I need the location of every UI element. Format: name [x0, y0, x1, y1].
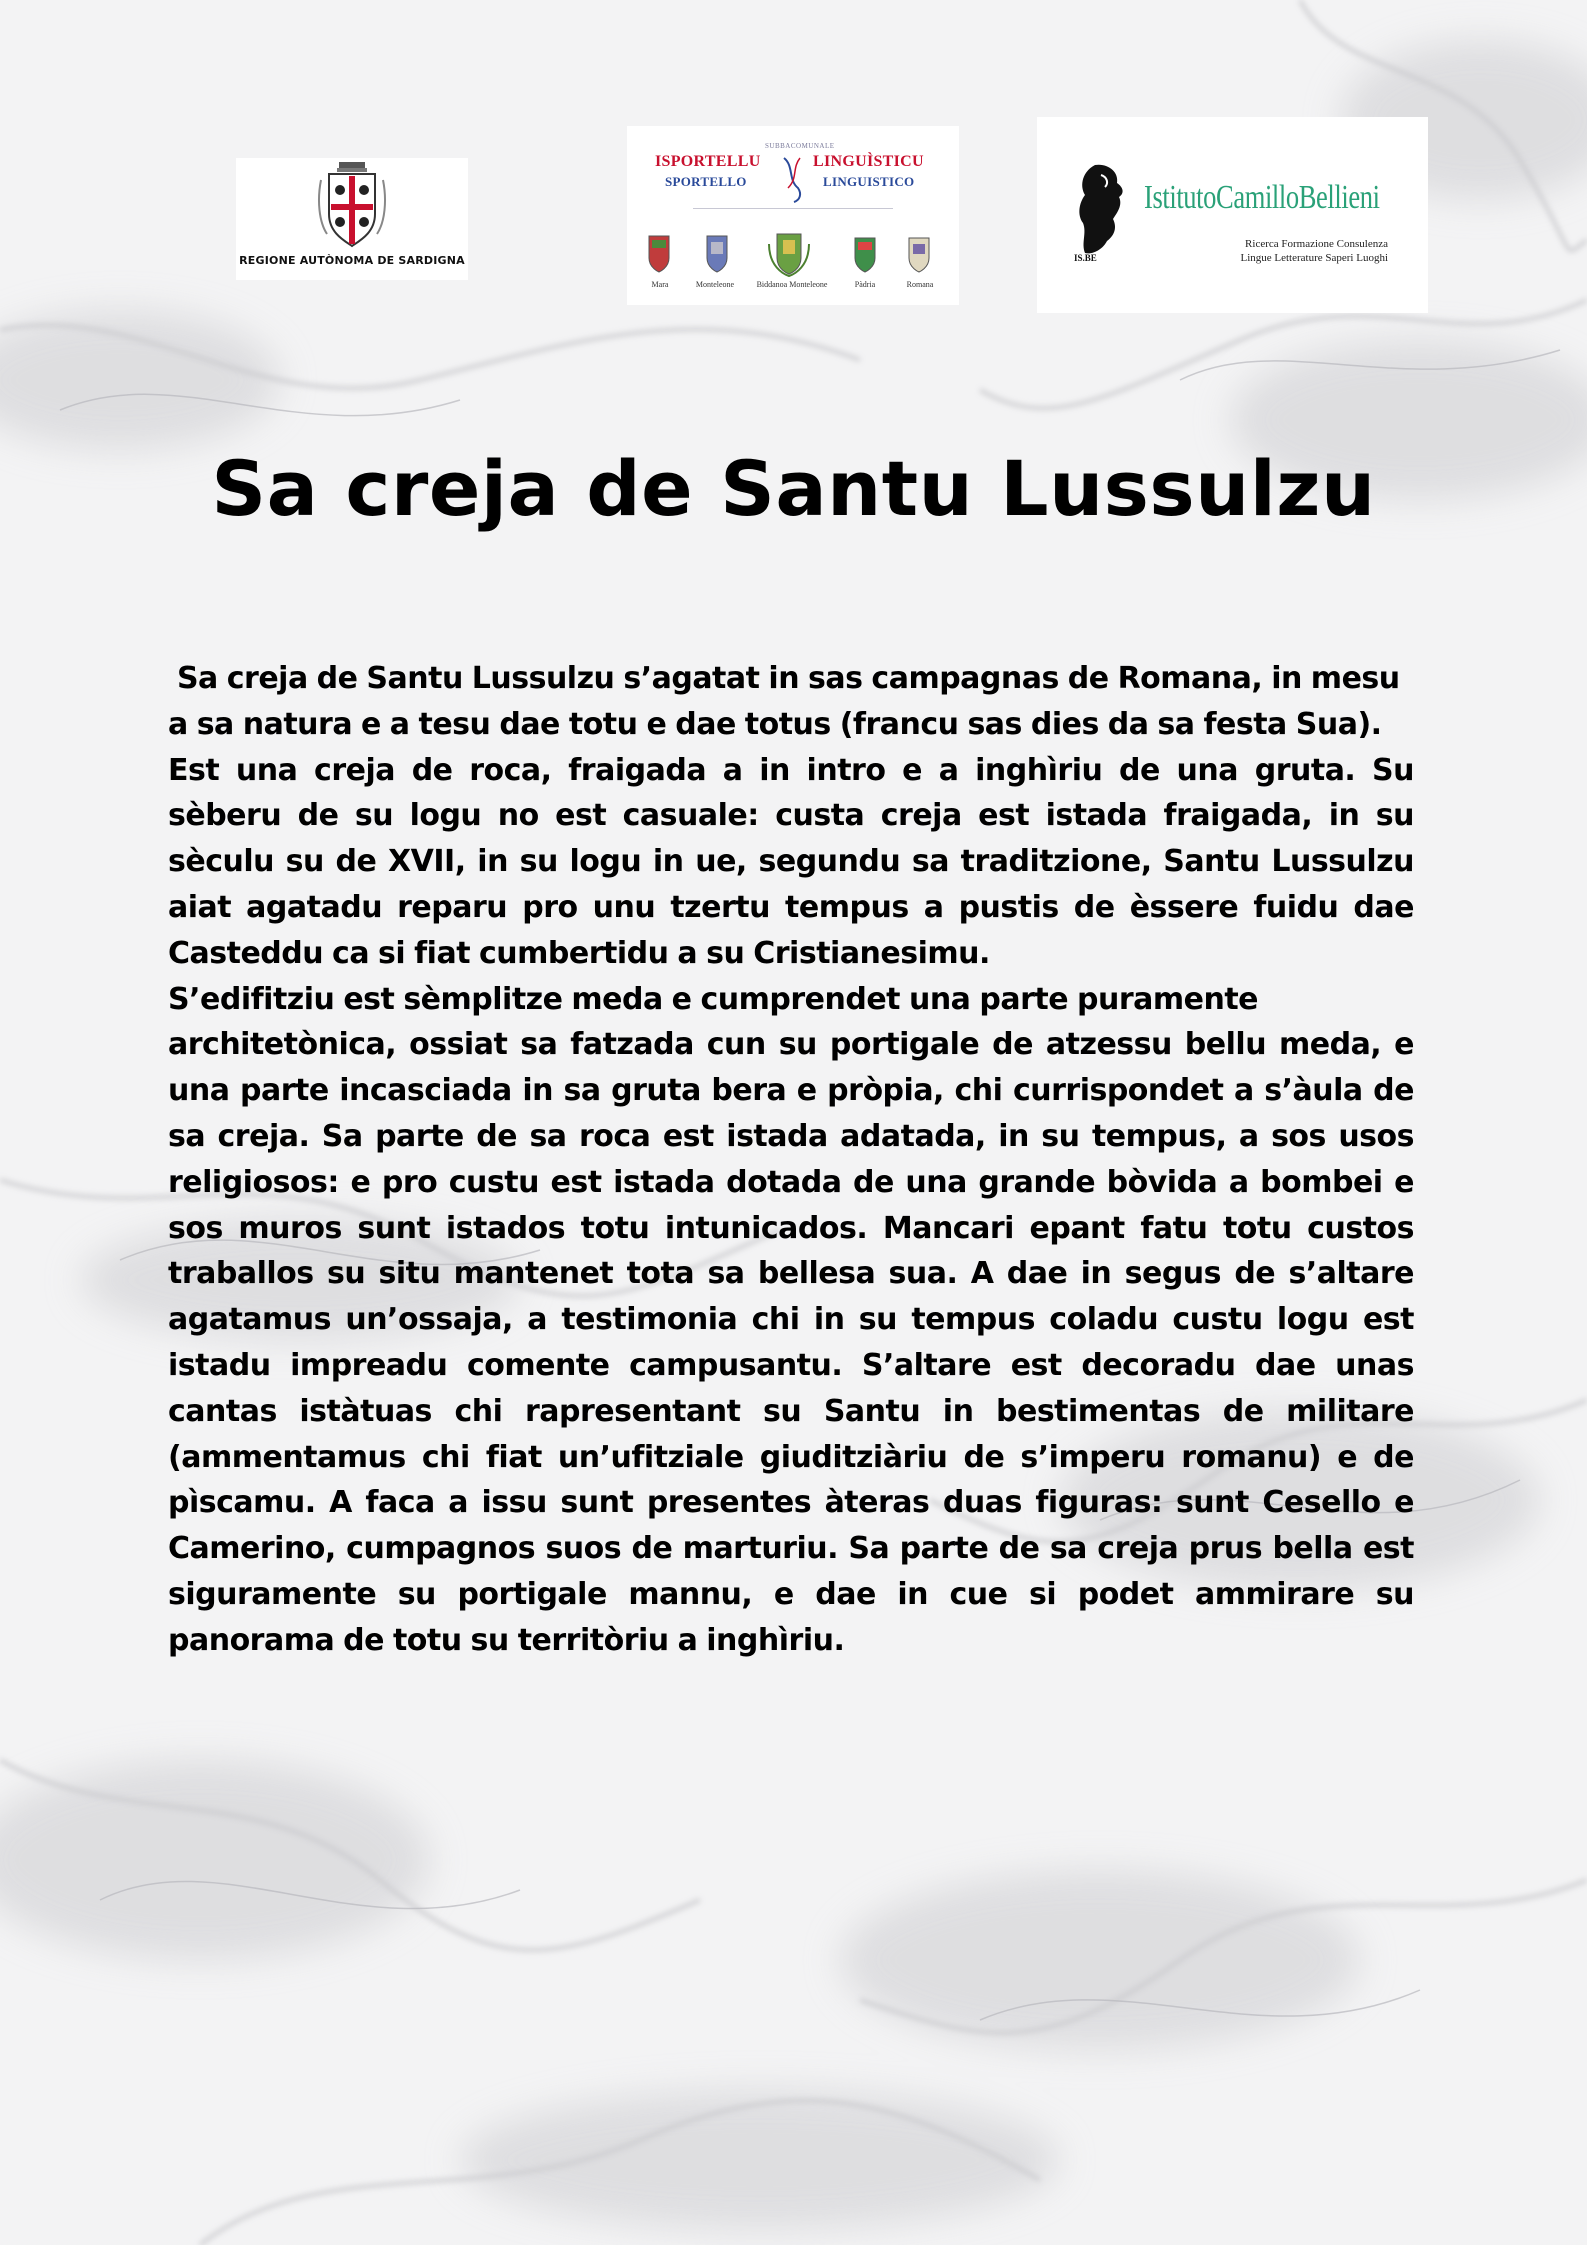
town-label-monteleone: Monteleone	[695, 280, 735, 289]
sardinia-coat-of-arms-icon	[317, 160, 387, 252]
sportello-top-label: SUBBACOMUNALE	[765, 142, 835, 150]
sportello-line2-right: LINGUISTICO	[823, 174, 915, 189]
town-label-biddanoa-monteleone: Biddanoa Monteleone	[756, 280, 828, 289]
body-line-a2: a sa natura e a tesu dae totu e dae totus (francu sas dies da sa festa Sua).	[168, 706, 1382, 742]
body-line-c1: S’edifitziu est sèmplitze meda e cumprendet una parte puramente	[168, 981, 1259, 1017]
town-crests-icon	[643, 230, 943, 278]
town-label-mara: Mara	[651, 280, 669, 289]
isbe-tagline-1: Ricerca Formazione Consulenza	[1245, 238, 1388, 250]
regione-sardigna-logo	[236, 158, 468, 280]
sportello-line1-left: ISPORTELLU	[655, 153, 761, 170]
sportello-emblem-icon	[780, 154, 806, 204]
sardinia-profile-icon	[1073, 161, 1135, 261]
sportello-linguistico-logo	[627, 126, 959, 305]
regione-caption: REGIONE AUTÒNOMA DE SARDIGNA	[239, 254, 465, 267]
istituto-camillo-bellieni-logo	[1037, 117, 1428, 313]
sportello-line2-left: SPORTELLO	[665, 174, 747, 189]
page-title: Sa creja de Santu Lussulzu	[211, 444, 1376, 533]
town-label-padria: Pàdria	[854, 280, 876, 289]
isbe-tagline-2: Lingue Letterature Saperi Luoghi	[1240, 252, 1388, 264]
body-paragraph-d: architetònica, ossiat sa fatzada cun su portigale de atzessu bellu meda, e una parte incasciada in sa gruta bera e pròpia, chi currispondet a s’àula de sa creja. Sa parte de sa roca est istada adatada, in su tempus, a sos usos religiosos: e pro custu est istada dotada de una grande bòvida a bombei e sos muros sunt istados totu intunicados. Mancari epant fatu totu custos traballos su situ mantenet tota sa bellesa sua. A dae in segus de s’altare agatamus un’ossaja, a testimonia chi in su tempus coladu custu logu est istadu impreadu comente campusantu. S’altare est decoradu dae unas cantas istàtuas chi rapresentant su Santu in bestimentas de militare (ammentamus chi fiat un’ufitziale giuditziàriu de s’imperu romanu) e de pìscamu. A faca a issu sunt presentes àteras duas figuras: sunt Cesello e Camerino, cumpagnos suos de marturiu. Sa parte de sa creja prus bella est siguramente su portigale mannu, e dae in cue si podet ammirare su panorama de totu su territòriu a inghìriu.	[168, 1027, 1414, 1658]
sportello-divider	[693, 208, 893, 209]
town-label-romana: Romana	[906, 280, 934, 289]
body-line-a1: Sa creja de Santu Lussulzu s’agatat in sas campagnas de Romana, in mesu	[168, 661, 1400, 696]
body-paragraph-b: Est una creja de roca, fraigada a in intro e a inghìriu de una gruta. Su sèberu de su logu no est casuale: custa creja est istada fraigada, in su sèculu su de XVII, in su logu in ue, segundu sa traditzione, Santu Lussulzu aiat agatadu reparu pro unu tzertu tempus a pustis de èssere fuidu dae Casteddu ca si fiat cumbertidu a su Cristianesimu.	[168, 752, 1414, 971]
article-body	[168, 656, 1414, 1664]
isbe-mark: IS.BE	[1074, 253, 1097, 263]
sportello-line1-right: LINGUÌSTICU	[813, 153, 924, 170]
isbe-name: IstitutoCamilloBellieni	[1144, 179, 1380, 216]
